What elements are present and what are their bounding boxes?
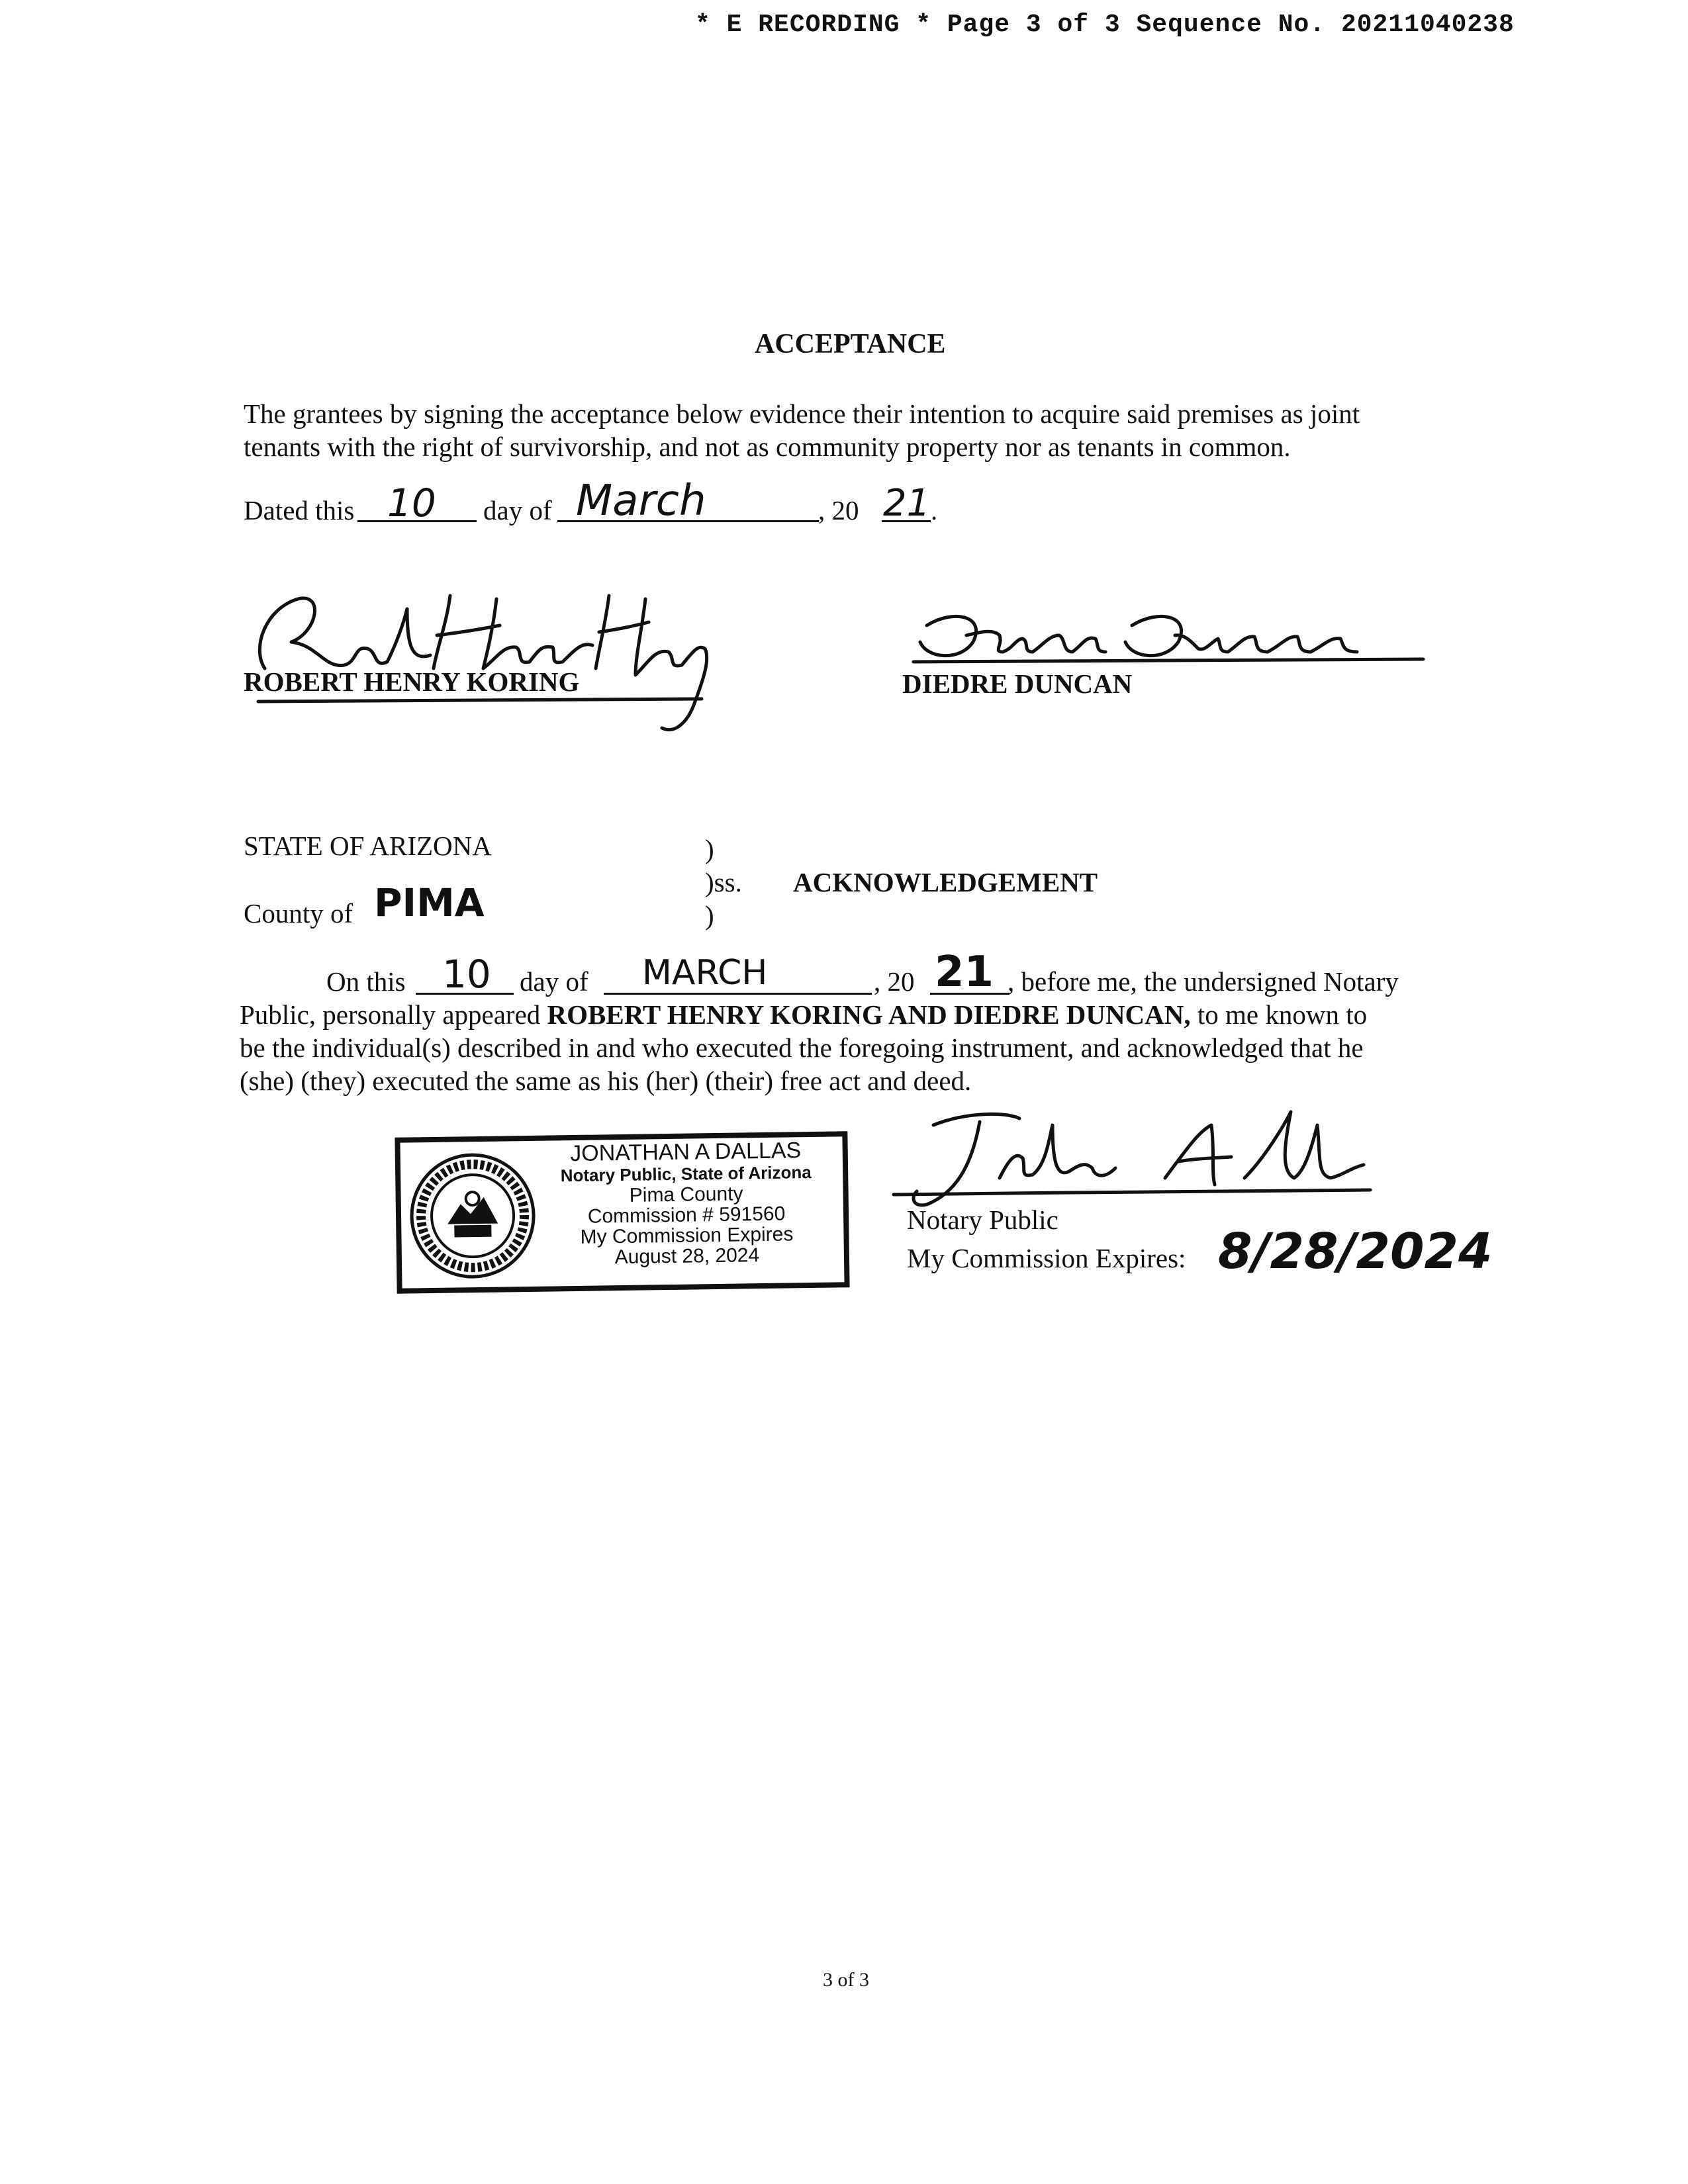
dated-prefix: Dated this: [244, 495, 355, 525]
arizona-seal-icon: [407, 1150, 539, 1282]
notary-expires-label: My Commission Expires:: [907, 1243, 1186, 1273]
notary-expires-handwritten: 8/28/2024: [1218, 1223, 1493, 1280]
acceptance-paragraph-line-2: tenants with the right of survivorship, and not as community property nor as tenants in common.: [244, 432, 1291, 462]
stamp-notary-name: JONATHAN A DALLAS: [570, 1138, 802, 1167]
ack-month-underline: [604, 993, 872, 995]
ack-year-handwritten: 21: [935, 948, 994, 997]
venue-paren-close: ): [705, 900, 714, 931]
ack-year-prefix: , 20: [874, 966, 915, 997]
notary-stamp: [395, 1131, 849, 1294]
stamp-line-3: Pima County: [629, 1183, 743, 1206]
dated-suffix: .: [931, 495, 938, 525]
dated-day-handwritten: 10: [387, 480, 436, 525]
ack-line-2-end: to me known to: [1197, 999, 1368, 1030]
ack-line-4: (she) (they) executed the same as his (her) (their) free act and deed.: [240, 1066, 972, 1096]
ack-party-names: ROBERT HENRY KORING AND DIEDRE DUNCAN,: [547, 999, 1191, 1030]
stamp-line-6: August 28, 2024: [614, 1244, 760, 1269]
ack-on-this: On this: [326, 966, 406, 997]
stamp-line-2: Notary Public, State of Arizona: [560, 1162, 812, 1186]
county-handwritten: PIMA: [374, 880, 485, 925]
signer-1-name: ROBERT HENRY KORING: [244, 666, 580, 697]
ack-day-of: day of: [520, 966, 588, 997]
venue-ss: )ss.: [705, 867, 742, 897]
dated-year-handwritten: 21: [883, 482, 931, 525]
notary-stamp-text: [530, 1138, 843, 1269]
notary-title: Notary Public: [907, 1205, 1058, 1235]
signature-notary: [887, 1085, 1377, 1218]
acceptance-title: ACCEPTANCE: [755, 329, 946, 359]
state-line: STATE OF ARIZONA: [244, 831, 492, 861]
signer-2-name: DIEDRE DUNCAN: [902, 668, 1133, 699]
ack-line-3: be the individual(s) described in and who executed the foregoing instrument, and acknowledged that he: [240, 1032, 1364, 1063]
page-number-footer: 3 of 3: [823, 1969, 869, 1991]
signature-diedre-duncan: [900, 596, 1443, 675]
dated-year-prefix: , 20: [818, 495, 859, 525]
dated-mid: day of: [483, 495, 552, 525]
acknowledgement-title: ACKNOWLEDGEMENT: [793, 867, 1098, 897]
ack-month-handwritten: MARCH: [642, 953, 768, 993]
recording-header: * E RECORDING * Page 3 of 3 Sequence No. 20211040238: [695, 11, 1515, 39]
county-label: County of: [244, 898, 353, 929]
stamp-line-5: My Commission Expires: [580, 1223, 794, 1248]
ack-line-2: [240, 998, 1367, 1031]
signature-robert-henry-koring: [238, 569, 741, 741]
ack-line-2-start: Public, personally appeared: [240, 999, 541, 1030]
ack-day-handwritten: 10: [442, 952, 491, 997]
ack-line-1-end: , before me, the undersigned Notary: [1008, 966, 1399, 997]
acceptance-paragraph-line-1: The grantees by signing the acceptance below evidence their intention to acquire said premises as joint: [244, 398, 1360, 429]
venue-paren-open: ): [705, 834, 714, 864]
stamp-line-4: Commission # 591560: [587, 1203, 786, 1228]
dated-month-handwritten: March: [576, 477, 706, 525]
